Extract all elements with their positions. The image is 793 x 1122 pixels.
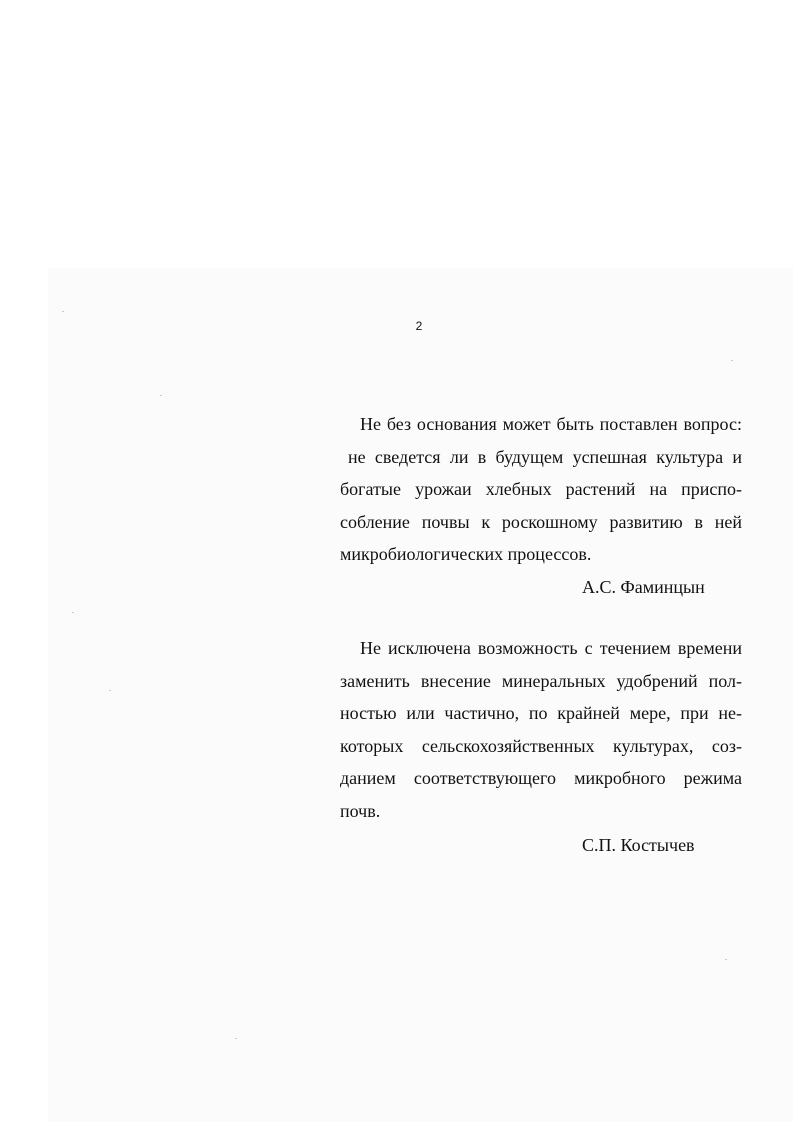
scan-speck [160, 395, 162, 396]
epigraph-line: микробиологических процессов. [340, 544, 592, 564]
scan-speck [72, 612, 74, 613]
epigraph-author: С.П. Костычев [582, 835, 695, 855]
page-number: 2 [415, 319, 423, 333]
epigraph-faminitsyn [340, 408, 742, 599]
epigraph-line: Не без основания может быть поставлен вопрос: [360, 414, 742, 434]
epigraph-kostychev [340, 632, 742, 857]
scan-speck [725, 959, 727, 960]
epigraph-line: собление почвы к роскошному развитию в ней [340, 511, 742, 532]
epigraph-line: Не исключена возможность с течением времени [360, 638, 742, 658]
epigraph-author: А.С. Фаминцын [582, 576, 705, 597]
epigraph-line: ностью или частично, по крайней мере, при не- [340, 703, 742, 723]
epigraph-line: почв. [340, 800, 381, 821]
scan-speck [731, 360, 733, 361]
epigraph-line: не сведется ли в будущем успешная культура и [348, 446, 742, 467]
epigraph-line: богатые урожаи хлебных растений на приспо- [340, 479, 742, 499]
epigraph-line: которых сельскохозяйственных культурах, соз- [340, 735, 742, 756]
scan-speck [109, 690, 111, 691]
scan-speck [235, 1038, 237, 1039]
scan-speck [62, 311, 64, 312]
epigraph-line: данием соответствующего микробного режима [340, 768, 742, 788]
epigraph-line: заменить внесение минеральных удобрений пол- [340, 670, 742, 691]
